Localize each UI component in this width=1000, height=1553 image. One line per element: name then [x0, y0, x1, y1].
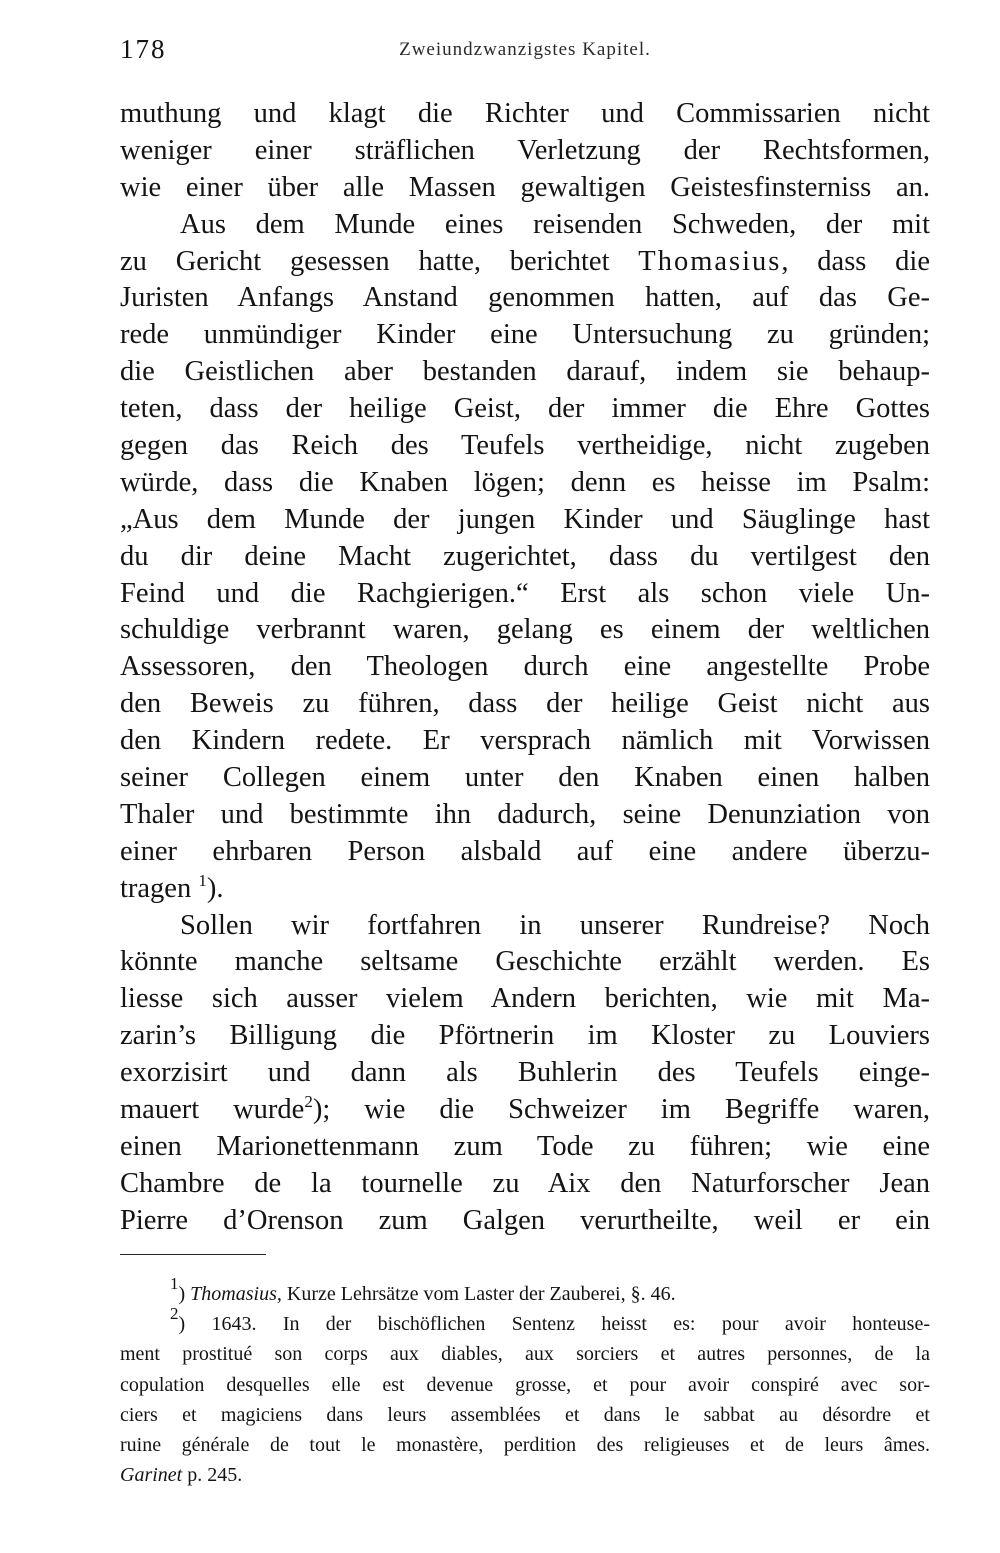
text-line: „Aus dem Munde der jungen Kinder und Säuglinge hast	[120, 503, 930, 535]
text-line	[120, 871, 930, 908]
text-line	[120, 244, 930, 281]
text-line: du dir deine Macht zugerichtet, dass du vertilgest den	[120, 540, 930, 572]
footnotes	[120, 1274, 930, 1490]
main-text	[120, 96, 930, 1240]
spaced-name-thomasius: Thomasius	[638, 245, 782, 277]
text-line: einen Marionettenmann zum Tode zu führen; wie eine	[120, 1130, 930, 1162]
text-line: Thaler und bestimmte ihn dadurch, seine Denunziation von	[120, 798, 930, 830]
text-line: Juristen Anfangs Anstand genommen hatten, auf das Ge-	[120, 282, 930, 314]
text-line: einer ehrbaren Person alsbald auf eine andere überzu-	[120, 835, 930, 867]
footnote-mark: 2	[170, 1304, 179, 1324]
footnote-text: ) 1643. In der bischöflichen Sentenz heisst es: pour avoir honteuse-	[178, 1313, 930, 1336]
text-line: könnte manche seltsame Geschichte erzählt werden. Es	[120, 946, 930, 978]
text-line: weniger einer sträflichen Verletzung der Rechtsformen,	[120, 134, 930, 166]
footnote-source-author: Garinet	[120, 1464, 183, 1487]
running-head: Zweiundzwanzigstes Kapitel.	[399, 39, 651, 60]
text-line: gegen das Reich des Teufels vertheidige, nicht zugeben	[120, 430, 930, 462]
text-line: muthung und klagt die Richter und Commissarien nicht	[120, 98, 930, 129]
footnote-1: $^1$) Thomasius, Kurze Lehrsätze vom Laster der Zauberei, §. 46.	[170, 1274, 676, 1305]
footnote-divider	[120, 1254, 266, 1255]
footnote-line: ment prostitué son corps aux diables, aux sorciers et autres personnes, de la	[120, 1343, 930, 1366]
footnote-line: copulation desquelles elle est devenue grosse, et pour avoir conspiré avec sor-	[120, 1373, 930, 1396]
text-line: den Beweis zu führen, dass der heilige Geist nicht aus	[120, 688, 930, 720]
page-header	[120, 34, 930, 68]
text-line: die Geistlichen aber bestanden darauf, indem sie behaup-	[120, 356, 930, 388]
text-fragment: ); wie die Schweizer im Begriffe waren,	[312, 1094, 930, 1126]
text-fragment: zu Gericht gesessen hatte, berichtet	[120, 245, 610, 277]
text-line: würde, dass die Knaben lögen; denn es heisse im Psalm:	[120, 466, 930, 498]
text-fragment: ).	[206, 872, 224, 904]
text-line: rede unmündiger Kinder eine Untersuchung zu gründen;	[120, 319, 930, 351]
footnote-text: Kurze Lehrsätze vom Laster der Zauberei, §. 46.	[281, 1283, 676, 1305]
text-line: exorzisirt und dann als Buhlerin des Teufels einge-	[120, 1057, 930, 1089]
footnote-ref-1[interactable]: 1	[198, 870, 207, 890]
text-line: wie einer über alle Massen gewaltigen Geistesfinsterniss an.	[120, 171, 930, 203]
text-line: liesse sich ausser vielem Andern berichten, wie mit Ma-	[120, 983, 930, 1015]
page-number: 178	[120, 34, 167, 64]
footnote-mark: 1	[170, 1274, 179, 1293]
footnote-line: ruine générale de tout le monastère, perdition des religieuses et de leurs âmes.	[120, 1433, 930, 1456]
footnote-2	[120, 1304, 930, 1339]
footnote-line: ciers et magiciens dans leurs assemblées et dans le sabbat au désordre et	[120, 1403, 930, 1426]
text-line: Assessoren, den Theologen durch eine angestellte Probe	[120, 651, 930, 683]
footnote-line	[120, 1460, 930, 1490]
text-line: den Kindern redete. Er versprach nämlich mit Vorwissen	[120, 725, 930, 757]
text-line: seiner Collegen einem unter den Knaben einen halben	[120, 762, 930, 794]
text-line: Feind und die Rachgierigen.“ Erst als schon viele Un-	[120, 577, 930, 609]
text-line: zarin’s Billigung die Pförtnerin im Kloster zu Louviers	[120, 1020, 930, 1052]
footnote-author: Thomasius,	[190, 1283, 282, 1305]
text-line: Aus dem Munde eines reisenden Schweden, der mit	[180, 208, 930, 240]
text-line: Sollen wir fortfahren in unserer Rundreise? Noch	[180, 909, 930, 941]
footnote-ref-2[interactable]: 2	[304, 1092, 313, 1112]
text-line: Pierre d’Orenson zum Galgen verurtheilte, weil er ein	[120, 1204, 930, 1236]
footnote-source-page: p. 245.	[182, 1464, 243, 1487]
text-line: Chambre de la tournelle zu Aix den Naturforscher Jean	[120, 1167, 930, 1199]
text-fragment: , dass die	[781, 245, 930, 277]
text-line: teten, dass der heilige Geist, der immer die Ehre Gottes	[120, 393, 930, 425]
text-fragment: mauert wurde	[120, 1094, 305, 1126]
text-line: schuldige verbrannt waren, gelang es einem der weltlichen	[120, 614, 930, 646]
text-fragment: tragen	[120, 872, 192, 904]
text-line	[120, 1092, 930, 1129]
